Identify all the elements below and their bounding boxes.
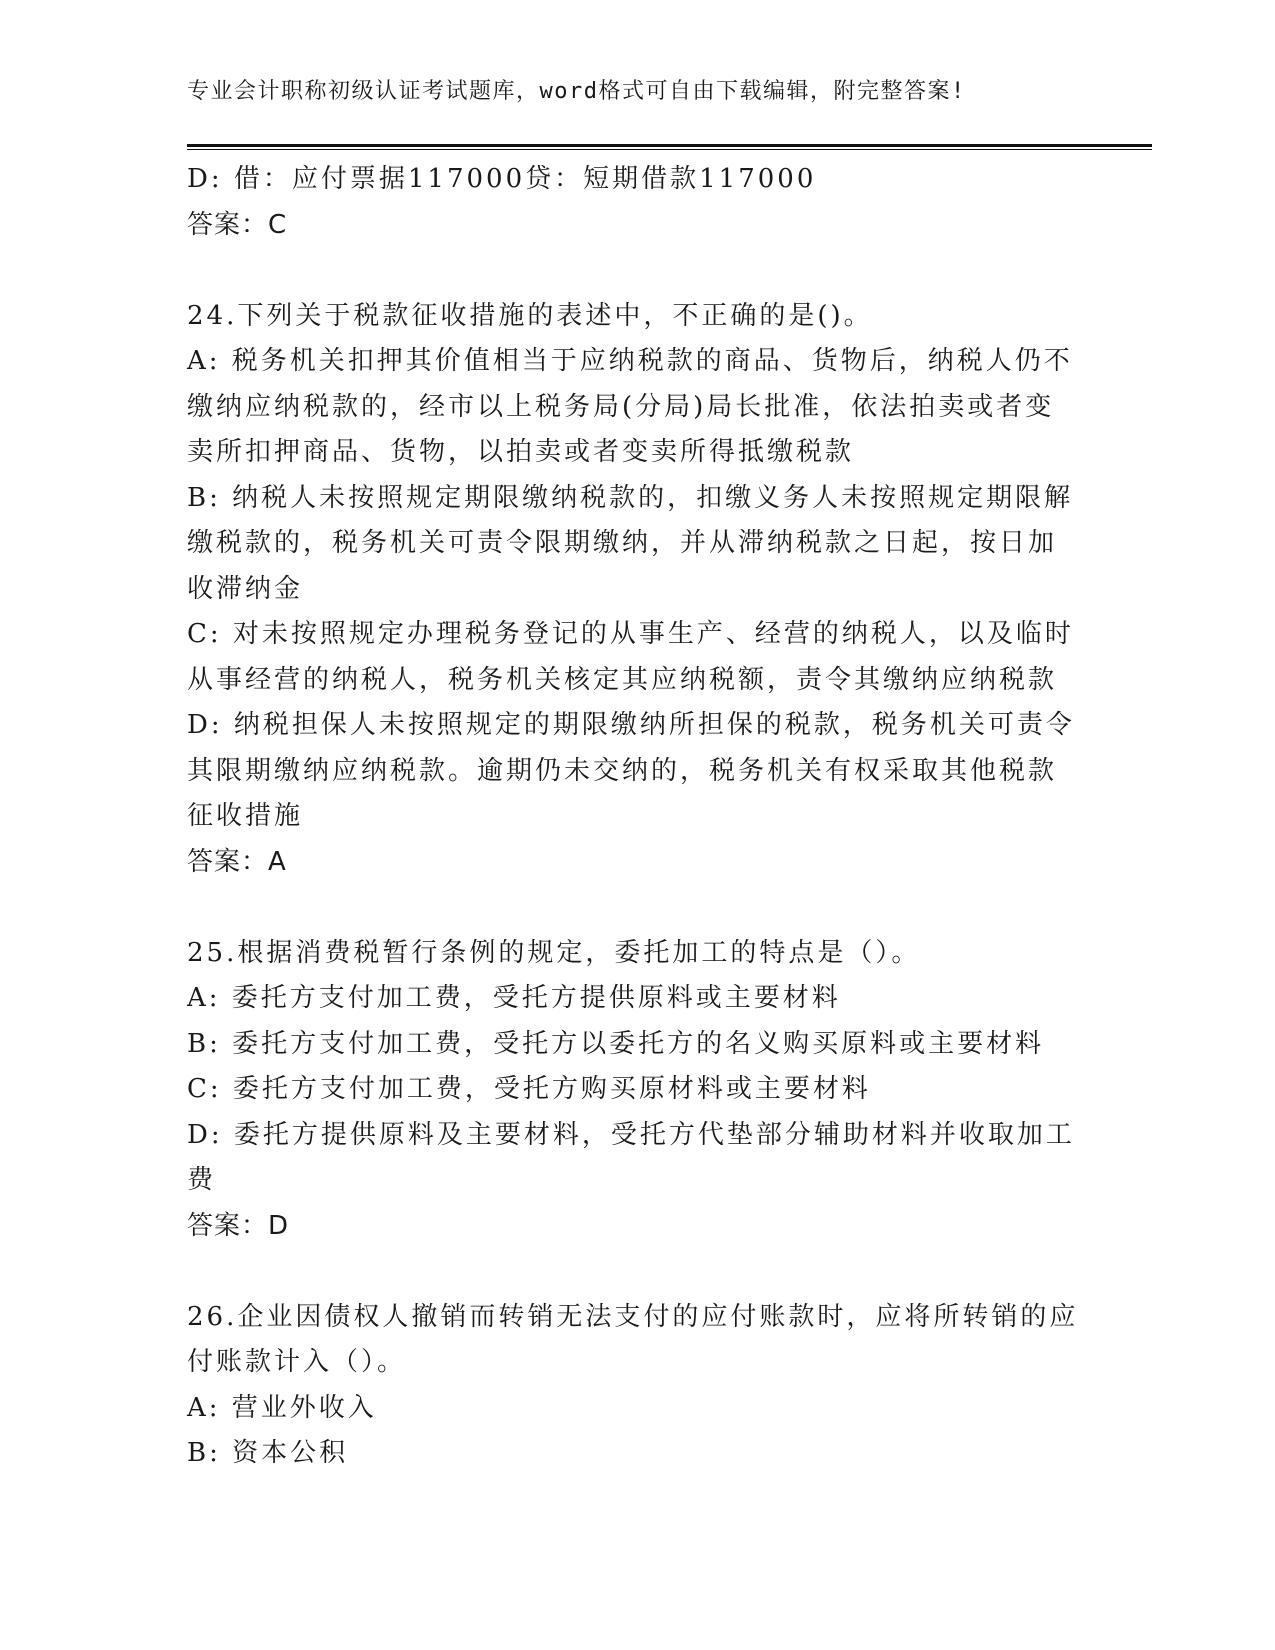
question-line: A: 委托方支付加工费，受托方提供原料或主要材料 bbox=[187, 983, 841, 1013]
question-line: B: 纳税人未按照规定期限缴纳税款的，扣缴义务人未按照规定期限解 bbox=[187, 482, 1074, 513]
header-rule-thick bbox=[187, 144, 1152, 147]
question-line: B: 委托方支付加工费，受托方以委托方的名义购买原料或主要材料 bbox=[187, 1028, 1045, 1059]
question-line: 24.下列关于税款征收措施的表述中，不正确的是()。 bbox=[187, 300, 873, 331]
question-line: C: 委托方支付加工费，受托方购买原材料或主要材料 bbox=[187, 1074, 871, 1104]
question-content bbox=[187, 157, 1087, 1477]
question-line: D: 借：应付票据117000贷：短期借款117000 bbox=[187, 164, 817, 194]
question-line: C: 对未按照规定办理税务登记的从事生产、经营的纳税人，以及临时 bbox=[187, 619, 1074, 649]
question-line: 缴税款的，税务机关可责令限期缴纳，并从滞纳税款之日起，按日加 bbox=[187, 528, 1058, 558]
question-line: 从事经营的纳税人，税务机关核定其应纳税额，责令其缴纳应纳税款 bbox=[187, 664, 1058, 695]
question-line: D: 委托方提供原料及主要材料，受托方代垫部分辅助材料并收取加工 bbox=[187, 1119, 1075, 1150]
question-line: 收滞纳金 bbox=[187, 573, 304, 604]
question-line: A: 营业外收入 bbox=[187, 1392, 377, 1423]
block-gap bbox=[187, 885, 1087, 931]
answer-line: 答案：C bbox=[187, 209, 288, 240]
question-line: 25.根据消费税暂行条例的规定，委托加工的特点是（）。 bbox=[187, 937, 921, 968]
block-gap bbox=[187, 1249, 1087, 1295]
question-block bbox=[187, 157, 1087, 248]
block-gap bbox=[187, 248, 1087, 294]
question-line: A: 税务机关扣押其价值相当于应纳税款的商品、货物后，纳税人仍不 bbox=[187, 346, 1073, 376]
question-line: 费 bbox=[187, 1165, 217, 1195]
question-block bbox=[187, 294, 1087, 886]
answer-line: 答案：D bbox=[187, 1210, 290, 1241]
question-line: 其限期缴纳应纳税款。逾期仍未交纳的，税务机关有权采取其他税款 bbox=[187, 755, 1058, 786]
question-line: 26.企业因债权人撤销而转销无法支付的应付账款时，应将所转销的应 bbox=[187, 1301, 1079, 1332]
answer-line: 答案：A bbox=[187, 846, 287, 877]
page-header: 专业会计职称初级认证考试题库，word格式可自由下载编辑，附完整答案! bbox=[187, 79, 966, 104]
header-rule-thin bbox=[187, 149, 1152, 150]
question-block bbox=[187, 1295, 1087, 1477]
question-line: 卖所扣押商品、货物，以拍卖或者变卖所得抵缴税款 bbox=[187, 437, 855, 467]
question-line: D: 纳税担保人未按照规定的期限缴纳所担保的税款，税务机关可责令 bbox=[187, 710, 1075, 740]
question-line: 付账款计入（）。 bbox=[187, 1347, 407, 1377]
question-block bbox=[187, 931, 1087, 1250]
question-line: 缴纳应纳税款的，经市以上税务局(分局)局长批准，依法拍卖或者变 bbox=[187, 391, 1055, 422]
question-line: 征收措施 bbox=[187, 801, 304, 831]
question-line: B: 资本公积 bbox=[187, 1438, 349, 1468]
